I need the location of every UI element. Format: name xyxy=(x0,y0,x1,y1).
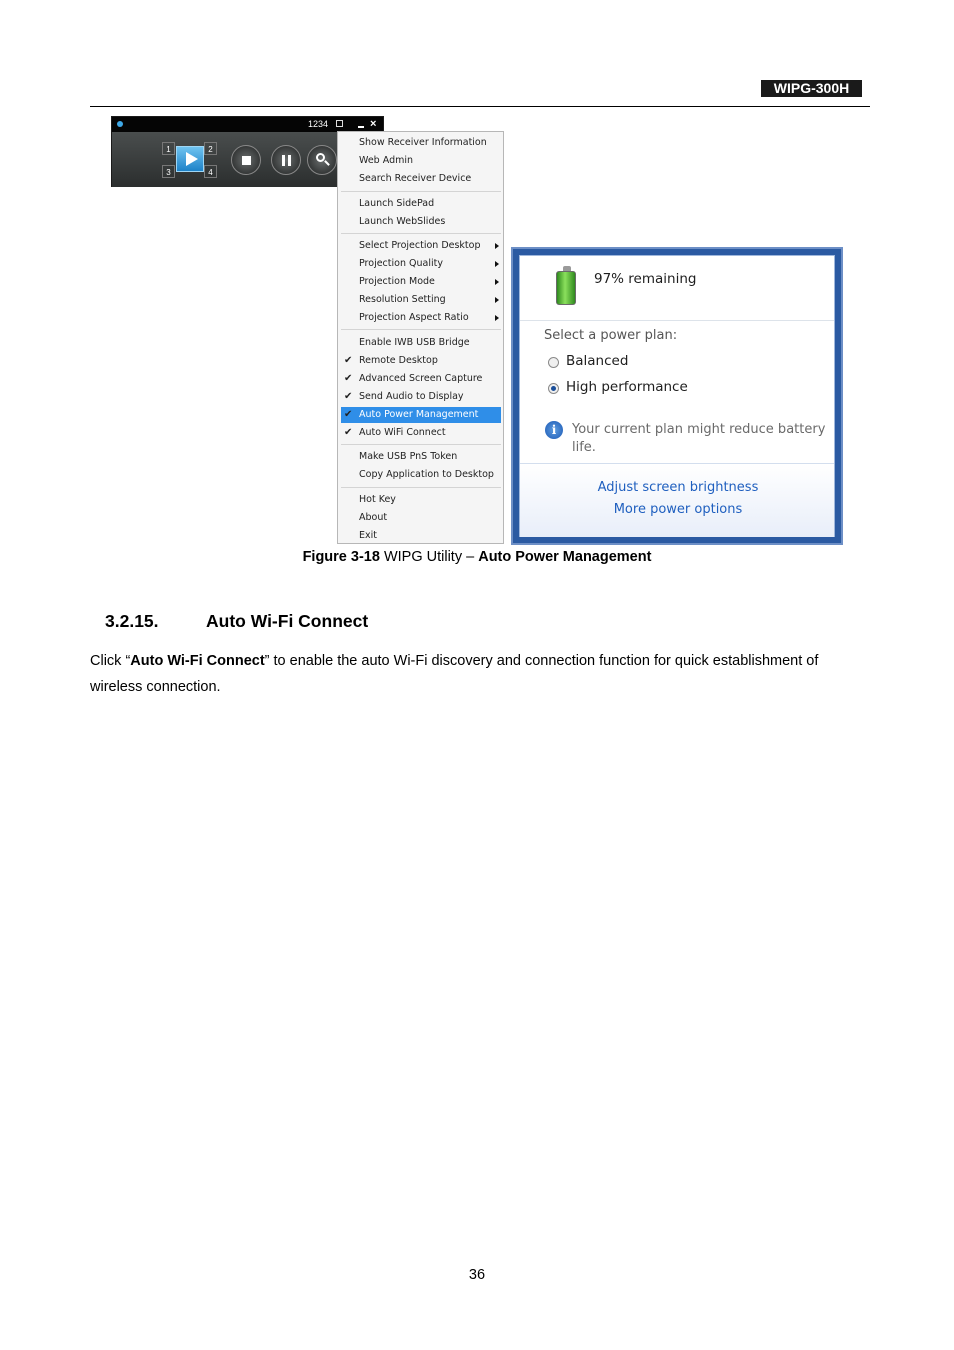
battery-icon xyxy=(556,271,576,305)
paragraph-after: ” to enable the auto Wi-Fi discovery and connection function for quick establishment of wireless connection. xyxy=(90,653,819,695)
menu-item-label: Search Receiver Device xyxy=(359,173,472,184)
power-plan-label: Select a power plan: xyxy=(544,328,678,343)
submenu-arrow-icon xyxy=(495,315,499,321)
power-popup-panel xyxy=(519,255,835,537)
menu-item-launch-webslides[interactable] xyxy=(341,214,501,230)
menu-item-label: Exit xyxy=(359,530,377,541)
plan-warning-line1: Your current plan might reduce battery xyxy=(572,422,826,437)
checkmark-icon: ✔ xyxy=(344,391,353,402)
stop-icon xyxy=(242,156,251,165)
menu-item-label: Show Receiver Information xyxy=(359,137,487,148)
close-icon[interactable]: × xyxy=(370,118,377,130)
menu-item-label: Launch SidePad xyxy=(359,198,435,209)
menu-item-projection-quality[interactable] xyxy=(341,256,501,272)
menu-item-make-usb-pns-token[interactable] xyxy=(341,449,501,465)
login-code: 1234 xyxy=(308,119,329,129)
menu-item-exit[interactable] xyxy=(341,528,501,544)
window-icon[interactable] xyxy=(336,120,343,127)
pause-button[interactable] xyxy=(271,145,301,175)
section-title: Auto Wi-Fi Connect xyxy=(206,611,369,631)
context-menu xyxy=(337,131,504,544)
balanced-radio[interactable] xyxy=(548,357,559,368)
quad-3-button[interactable]: 3 xyxy=(162,165,175,178)
menu-item-copy-application-to-desktop[interactable] xyxy=(341,467,501,483)
section-number: 3.2.15. xyxy=(105,611,159,631)
menu-item-search-receiver-device[interactable] xyxy=(341,171,501,187)
menu-separator xyxy=(341,487,501,488)
figure-number: Figure 3-18 xyxy=(302,549,380,565)
menu-item-label: Auto WiFi Connect xyxy=(359,427,446,438)
menu-item-label: Send Audio to Display xyxy=(359,391,464,402)
menu-item-label: Web Admin xyxy=(359,155,414,166)
battery-remaining: 97% remaining xyxy=(594,271,697,287)
menu-item-hot-key[interactable] xyxy=(341,492,501,508)
menu-item-resolution-setting[interactable] xyxy=(341,292,501,308)
menu-item-auto-power-management[interactable] xyxy=(341,407,501,423)
quad-4-button[interactable]: 4 xyxy=(204,165,217,178)
menu-item-label: Projection Quality xyxy=(359,258,443,269)
checkmark-icon: ✔ xyxy=(344,355,353,366)
menu-item-label: Hot Key xyxy=(359,494,396,505)
more-power-options-link[interactable]: More power options xyxy=(613,502,743,517)
balanced-label[interactable]: Balanced xyxy=(566,353,629,369)
figure-caption xyxy=(0,549,954,565)
search-icon-handle xyxy=(324,160,330,166)
search-button[interactable] xyxy=(307,145,337,175)
play-icon[interactable] xyxy=(176,146,204,172)
menu-item-auto-wifi-connect[interactable] xyxy=(341,425,501,441)
status-dot-icon xyxy=(117,121,123,127)
submenu-arrow-icon xyxy=(495,261,499,267)
menu-separator xyxy=(341,233,501,234)
submenu-arrow-icon xyxy=(495,243,499,249)
menu-item-label: Remote Desktop xyxy=(359,355,438,366)
menu-item-projection-aspect-ratio[interactable] xyxy=(341,310,501,326)
paragraph-before: Click “ xyxy=(90,653,131,669)
submenu-arrow-icon xyxy=(495,297,499,303)
menu-item-label: Enable IWB USB Bridge xyxy=(359,337,470,348)
checkmark-icon: ✔ xyxy=(344,373,353,384)
menu-item-label: About xyxy=(359,512,388,523)
figure-caption-text: WIPG Utility – xyxy=(379,549,479,565)
menu-separator xyxy=(341,191,501,192)
menu-item-select-projection-desktop[interactable] xyxy=(341,238,501,254)
menu-item-about[interactable] xyxy=(341,510,501,526)
checkmark-icon: ✔ xyxy=(344,409,353,420)
minimize-icon[interactable] xyxy=(358,126,364,128)
quad-2-button[interactable]: 2 xyxy=(204,142,217,155)
pause-icon xyxy=(282,155,285,166)
menu-item-remote-desktop[interactable] xyxy=(341,353,501,369)
menu-item-launch-sidepad[interactable] xyxy=(341,196,501,212)
menu-item-label: Projection Aspect Ratio xyxy=(359,312,469,323)
page-number: 36 xyxy=(468,1267,486,1283)
high-performance-label[interactable]: High performance xyxy=(566,379,688,395)
toolbar-titlebar xyxy=(112,117,383,132)
plan-warning-line2: life. xyxy=(572,440,596,455)
checkmark-icon: ✔ xyxy=(344,427,353,438)
menu-separator xyxy=(341,329,501,330)
menu-item-label: Make USB PnS Token xyxy=(359,451,458,462)
paragraph-bold: Auto Wi-Fi Connect xyxy=(130,653,265,669)
menu-item-show-receiver-information[interactable] xyxy=(341,135,501,151)
figure-caption-bold: Auto Power Management xyxy=(478,549,652,565)
header-rule xyxy=(90,106,870,107)
pause-icon xyxy=(288,155,291,166)
split-screen-selector[interactable] xyxy=(162,142,217,178)
menu-item-send-audio-to-display[interactable] xyxy=(341,389,501,405)
menu-item-label: Copy Application to Desktop xyxy=(359,469,494,480)
product-badge: WIPG-300H xyxy=(761,80,862,97)
menu-item-advanced-screen-capture[interactable] xyxy=(341,371,501,387)
menu-item-web-admin[interactable] xyxy=(341,153,501,169)
body-paragraph xyxy=(90,648,870,700)
menu-item-label: Advanced Screen Capture xyxy=(359,373,483,384)
menu-item-label: Auto Power Management xyxy=(359,409,479,420)
menu-separator xyxy=(341,444,501,445)
high-performance-radio[interactable] xyxy=(548,383,559,394)
menu-item-label: Resolution Setting xyxy=(359,294,446,305)
menu-item-label: Select Projection Desktop xyxy=(359,240,481,251)
power-links-area xyxy=(520,463,834,537)
power-separator xyxy=(520,320,834,321)
menu-item-label: Projection Mode xyxy=(359,276,435,287)
stop-button[interactable] xyxy=(231,145,261,175)
battery-power-popup xyxy=(511,247,843,545)
menu-item-enable-iwb-usb-bridge[interactable] xyxy=(341,335,501,351)
menu-item-label: Launch WebSlides xyxy=(359,216,446,227)
quad-1-button[interactable]: 1 xyxy=(162,142,175,155)
adjust-brightness-link[interactable]: Adjust screen brightness xyxy=(597,480,759,495)
menu-item-projection-mode[interactable] xyxy=(341,274,501,290)
info-icon: i xyxy=(545,421,563,439)
submenu-arrow-icon xyxy=(495,279,499,285)
